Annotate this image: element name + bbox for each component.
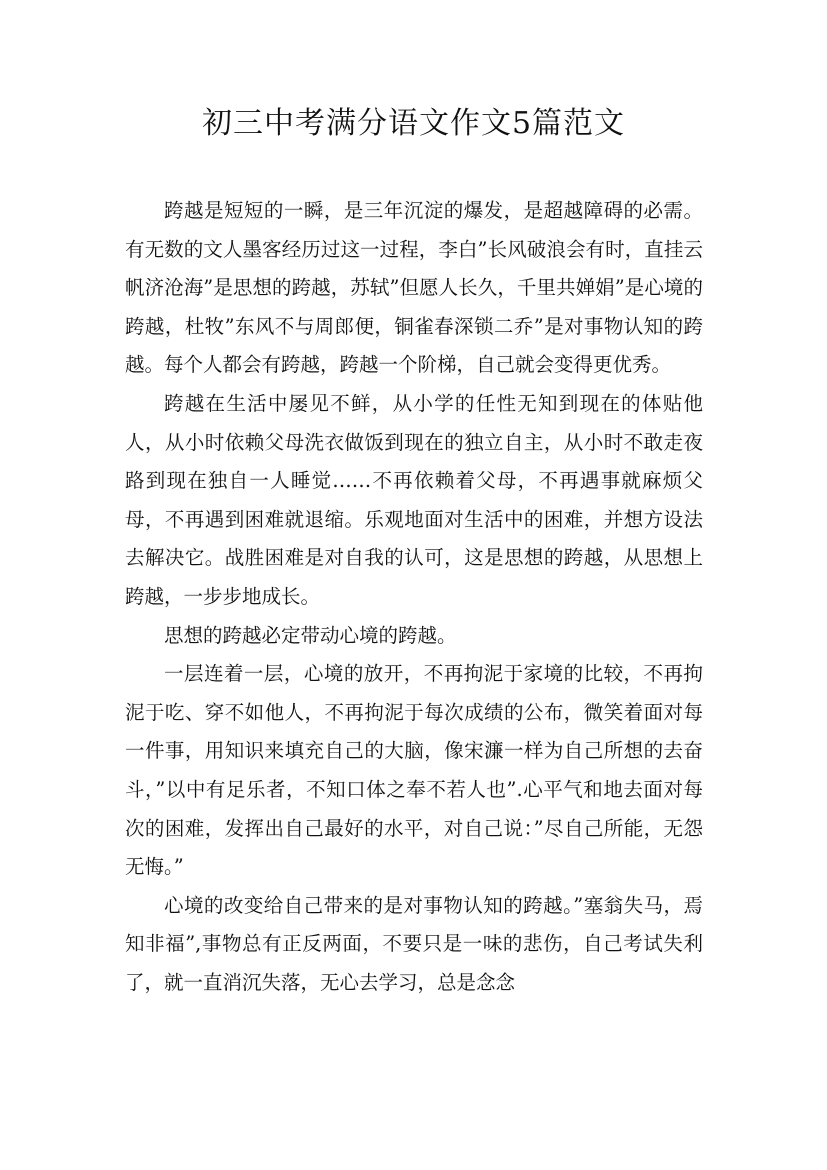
paragraph-3: 思想的跨越必定带动心境的跨越。 [164,623,457,647]
paragraph-4: 一层连着一层，心境的放开，不再拘泥于家境的比较，不再拘泥于吃、穿不如他人，不再拘泥于每次成绩的公布，微笑着面对每一件事，用知识来填充自己的大脑，像宋濂一样为自己所想的去奋斗，”以中有足乐者，不知口体之奉不若人也”.心平气和地去面对每次的困难，发挥出自己最好的水平，对自己说：”尽自己所能，无怨无悔。” [125,662,703,879]
paragraph-5: 心境的改变给自己带来的是对事物认知的跨越。”塞翁失马，焉知非福”,事物总有正反两面，不要只是一味的悲伤，自己考试失利了，就一直消沉失落，无心去学习，总是念念 [125,893,703,994]
document-body [125,192,703,1002]
document-title: 初三中考满分语文作文5篇范文 [201,106,626,141]
paragraph-1: 跨越是短短的一瞬，是三年沉淀的爆发，是超越障碍的必需。有无数的文人墨客经历过这一过程，李白”长风破浪会有时，直挂云帆济沧海”是思想的跨越，苏轼”但愿人长久，千里共婵娟”是心境的跨越，杜牧”东风不与周郎便，铜雀春深锁二乔”是对事物认知的跨越。每个人都会有跨越，跨越一个阶梯，自己就会变得更优秀。 [125,199,703,377]
paragraph-2: 跨越在生活中屡见不鲜，从小学的任性无知到现在的体贴他人，从小时依赖父母洗衣做饭到现在的独立自主，从小时不敢走夜路到现在独自一人睡觉……不再依赖着父母，不再遇事就麻烦父母，不再遇到困难就退缩。乐观地面对生活中的困难，并想方设法去解决它。战胜困难是对自我的认可，这是思想的跨越，从思想上跨越，一步步地成长。 [125,391,703,608]
